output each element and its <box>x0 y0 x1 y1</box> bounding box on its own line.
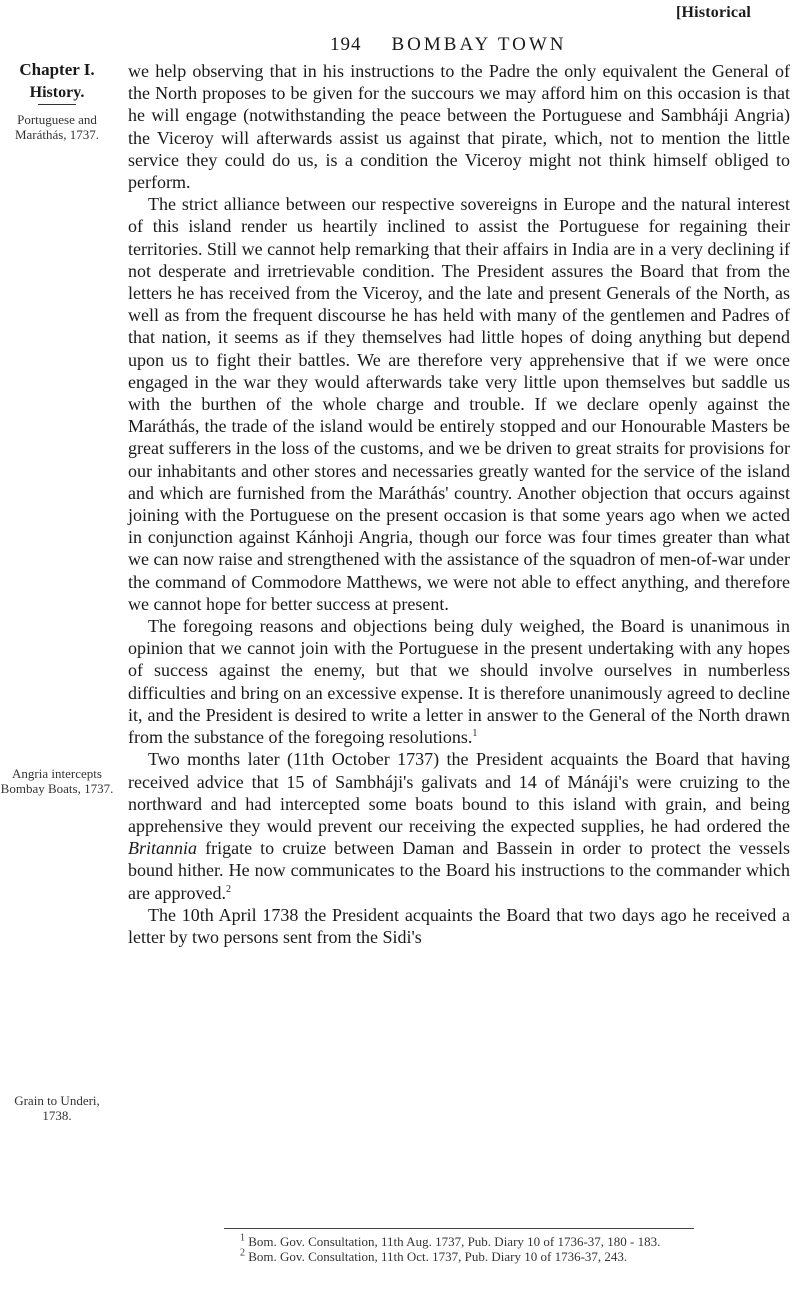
footnote-mark: 2 <box>240 1247 245 1259</box>
margin-rule <box>38 104 76 105</box>
footnote-2 <box>240 1249 800 1264</box>
paragraph-4 <box>128 748 790 903</box>
margin-note-portuguese: Portuguese and Maráthás, 1737. <box>14 112 100 142</box>
paragraph-3-text: The foregoing reasons and objections being duly weighed, the Board is unanimous in opinion that we cannot join with the Portuguese in the present undertaking with any hopes of success against the enemy, but that we should involve ourselves in numberless difficulties and bring on an excessive expense. It is therefore unanimously agreed to decline it, and the President is desired to write a letter in answer to the General of the North drawn from the substance of the foregoing resolutions. <box>128 616 790 748</box>
footnote-text: Bom. Gov. Consultation, 11th Oct. 1737, Pub. Diary 10 of 1736-37, 243. <box>245 1249 628 1264</box>
margin-note-angria: Angria intercepts Bombay Boats, 1737. <box>0 766 114 796</box>
footnote-text: Bom. Gov. Consultation, 11th Aug. 1737, Pub. Diary 10 of 1736-37, 180 - 183. <box>245 1234 661 1249</box>
ship-name: Britannia <box>128 838 198 859</box>
section-label: [Historical <box>676 4 752 21</box>
body-text <box>128 60 790 948</box>
history-label: History. <box>29 84 85 101</box>
running-head <box>330 34 567 56</box>
footnote-1 <box>240 1234 800 1249</box>
footnotes <box>240 1234 800 1264</box>
paragraph-4-text: Two months later (11th October 1737) the President acquaints the Board that having received advice that 15 of Sambháji's galivats and 14 of Mánáji's were cruizing to the northward and had intercepted some boats bound to this island with grain, and being apprehensive they would prevent our receiving the expected supplies, he had ordered the <box>128 749 790 836</box>
paragraph-1: we help observing that in his instructions to the Padre the only equivalent the General of the North proposes to be given for the succours we may afford him on this occasion is that he will engage (notwithstanding the peace between the Portuguese and Sambháji Angria) the Viceroy will afterwards assist us against that pirate, which, not to mention the little service they could do us, is a condition the Viceroy might not think himself obliged to perform. <box>128 61 790 193</box>
margin-note-grain: Grain to Underi, 1738. <box>14 1093 100 1123</box>
footnote-ref-2: 2 <box>225 883 231 895</box>
chapter-label: Chapter I. <box>19 60 95 79</box>
footnote-rule <box>224 1228 694 1229</box>
paragraph-2: The strict alliance between our respective sovereigns in Europe and the natural interest of this island render us heartily inclined to assist the Portuguese for regaining their territories. Still we cannot help remarking that their affairs in India are in a very declining if not desperate and irretrievable condition. The President assures the Board that from the letters he has received from the Viceroy, and the late and present Generals of the North, as well as from the frequent discourse he has held with many of the gentlemen and Padres of that nation, it seems as if they themselves had little hopes of doing anything but depend upon us to fight their battles. We are therefore very apprehensive that if we were once engaged in the war they would afterwards take very little upon themselves but saddle us with the burthen of the whole charge and trouble. If we declare openly against the Maráthás, the trade of the island would be entirely stopped and our Honourable Masters be great sufferers in the loss of the customs, and we be driven to great straits for provisions for our inhabitants and other stores and necessaries greatly wanted for the service of the island and which are furnished from the Maráthás' country. Another objection that occurs against joining with the Portuguese on the present occasion is that some years ago when we acted in conjunction against Kánhoji Angria, though our force was four times greater than what we can now raise and strengthened with the assistance of the squadron of men-of-war under the command of Commodore Matthews, we were not able to effect anything, and therefore we cannot hope for better success at present. <box>128 194 790 614</box>
footnote-ref-1: 1 <box>472 728 478 740</box>
footnote-mark: 1 <box>240 1232 245 1244</box>
paragraph-3 <box>128 615 790 748</box>
paragraph-5: The 10th April 1738 the President acquaints the Board that two days ago he received a letter by two persons sent from the Sidi's <box>128 904 790 947</box>
page-title: BOMBAY TOWN <box>391 34 567 55</box>
paragraph-4-end: frigate to cruize between Daman and Bassein in order to protect the vessels bound hither. He now communicates to the Board his instructions to the commander which are approved. <box>128 838 790 903</box>
page-number: 194 <box>330 34 362 55</box>
